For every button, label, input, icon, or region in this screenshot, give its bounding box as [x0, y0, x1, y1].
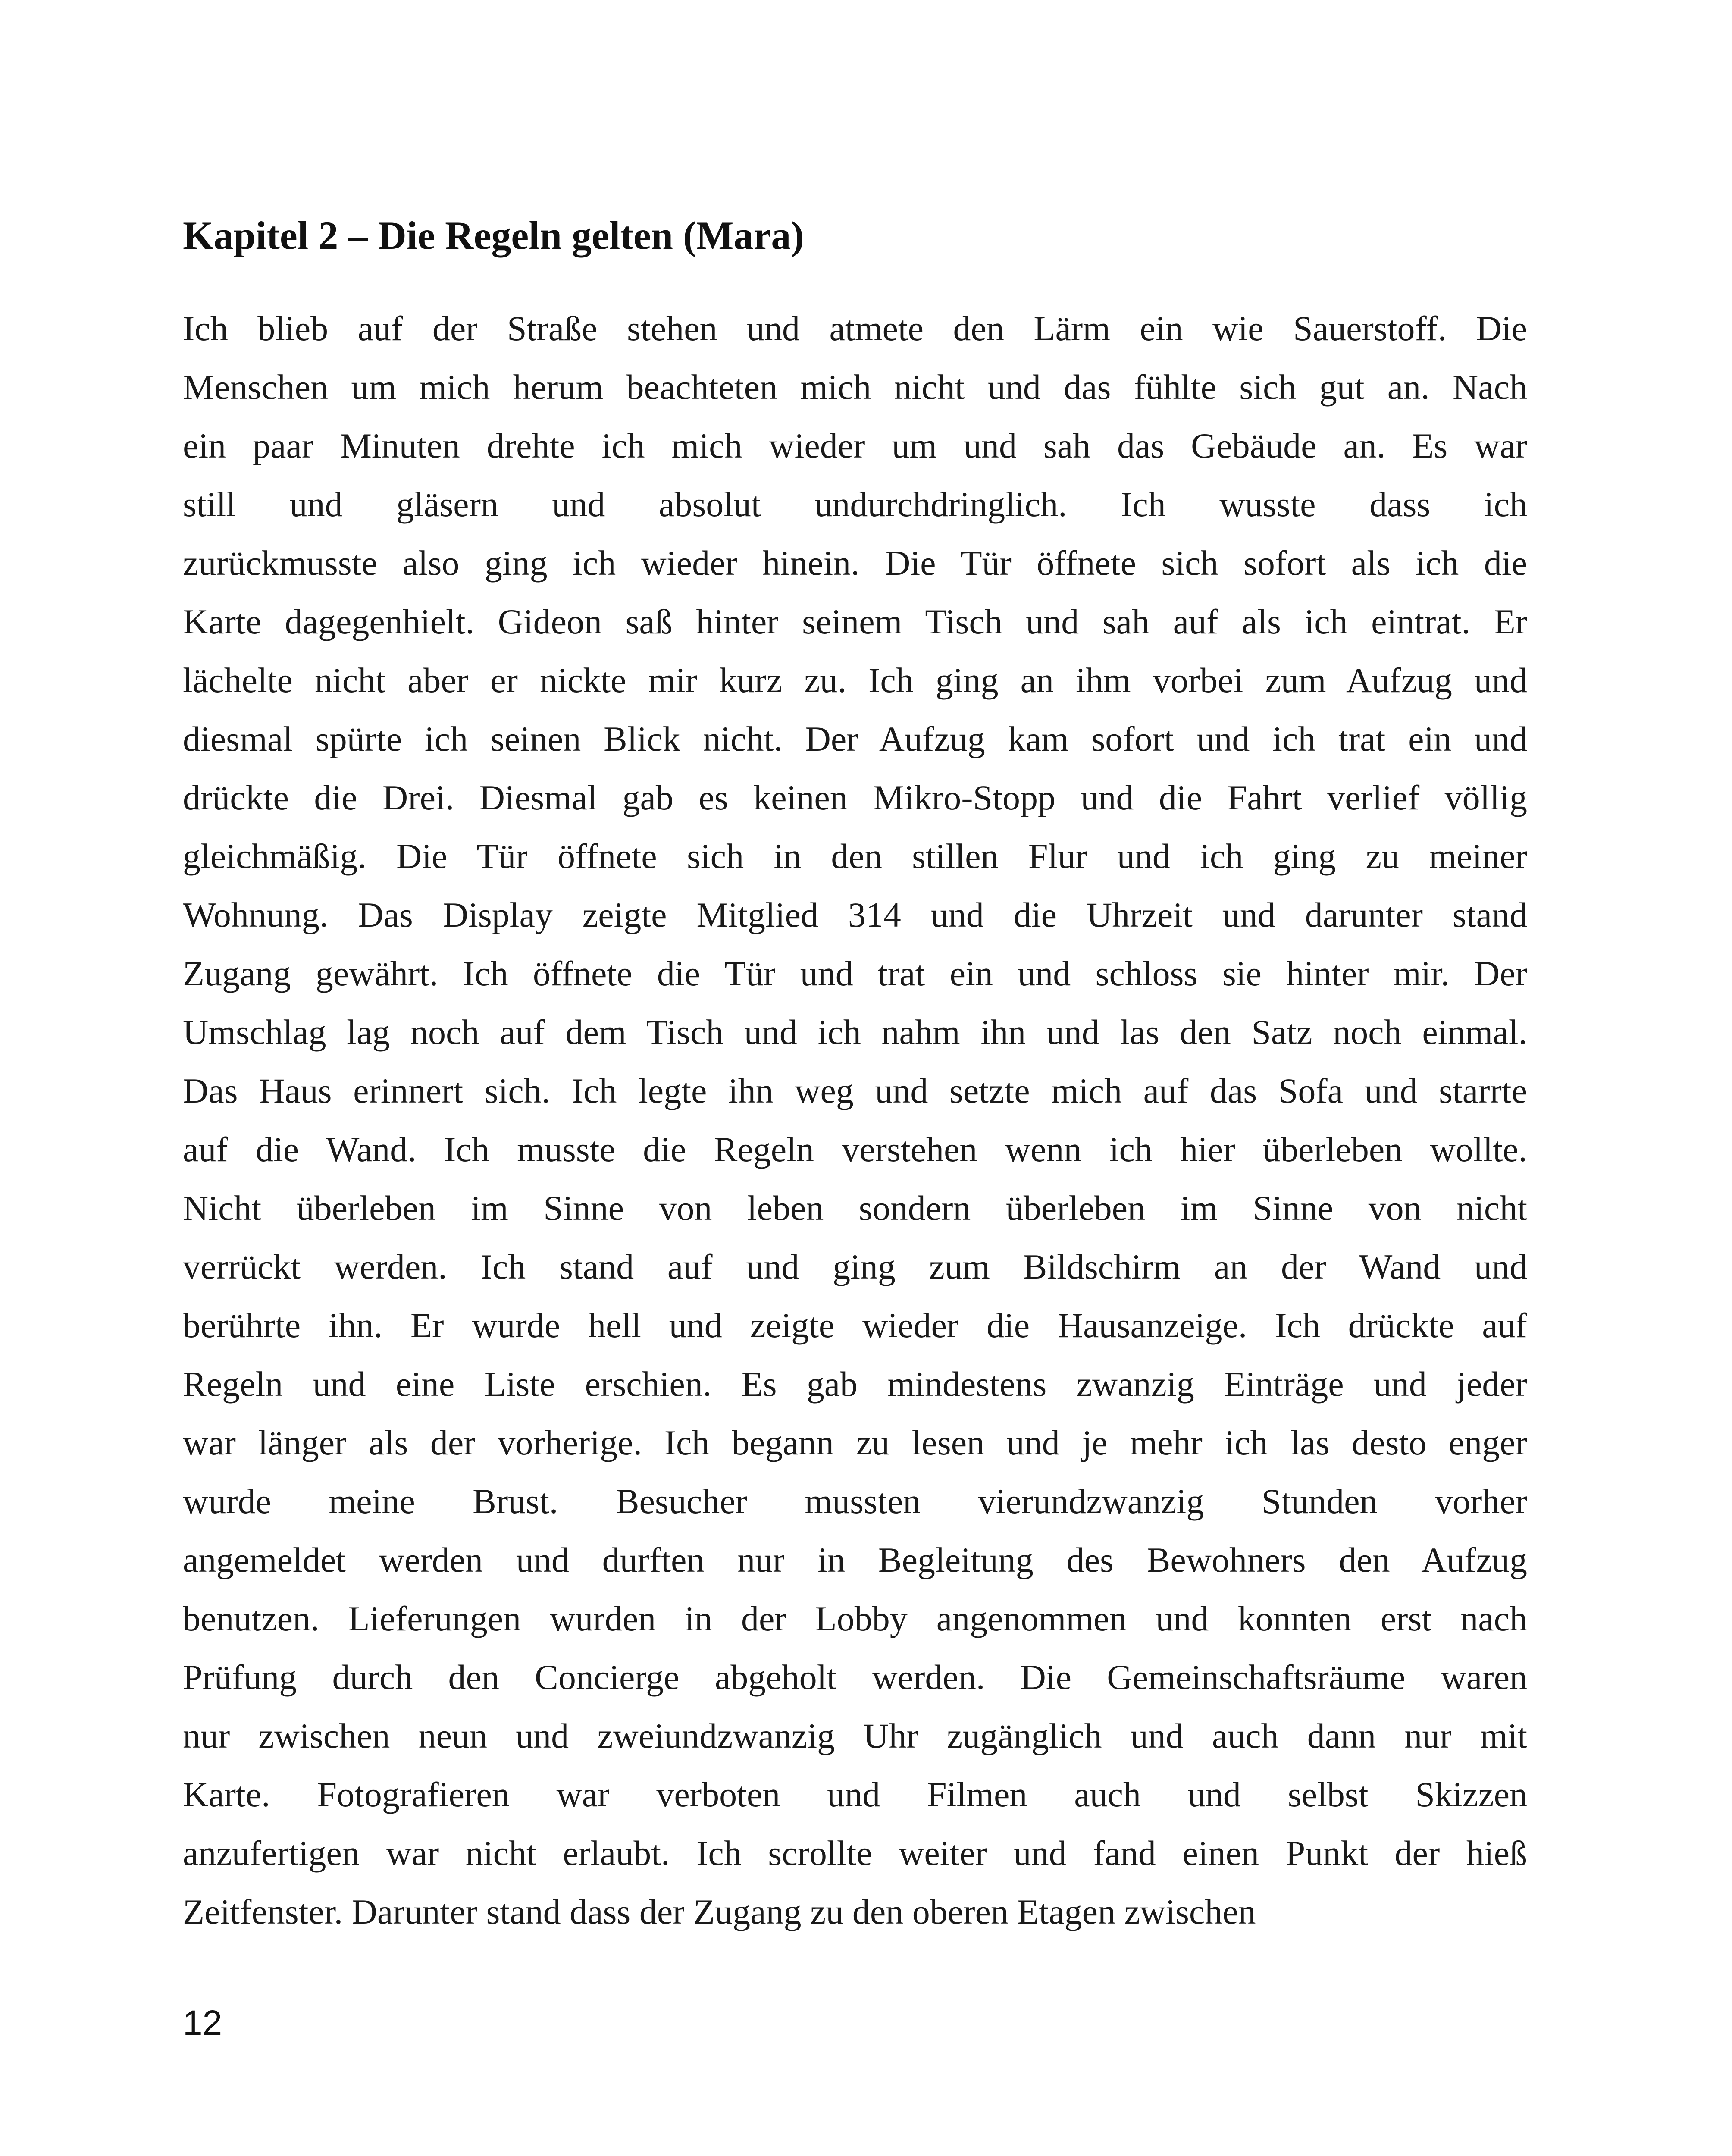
text-line: war länger als der vorherige. Ich begann zu lesen und je mehr ich las desto enger — [183, 1423, 1527, 1462]
text-line: Wohnung. Das Display zeigte Mitglied 314 und die Uhrzeit und darunter stand — [183, 895, 1527, 934]
text-line: angemeldet werden und durften nur in Begleitung des Bewohners den Aufzug — [183, 1540, 1527, 1579]
text-line: auf die Wand. Ich musste die Regeln verstehen wenn ich hier überleben wollte. — [183, 1130, 1527, 1169]
text-line: drückte die Drei. Diesmal gab es keinen Mikro-Stopp und die Fahrt verlief völlig — [183, 778, 1527, 817]
text-line: Zugang gewährt. Ich öffnete die Tür und trat ein und schloss sie hinter mir. Der — [183, 954, 1527, 993]
text-line: lächelte nicht aber er nickte mir kurz zu. Ich ging an ihm vorbei zum Aufzug und — [183, 661, 1527, 700]
text-line: Prüfung durch den Concierge abgeholt werden. Die Gemeinschaftsräume waren — [183, 1658, 1527, 1697]
text-line: diesmal spürte ich seinen Blick nicht. Der Aufzug kam sofort und ich trat ein und — [183, 719, 1527, 758]
page-number: 12 — [183, 2003, 222, 2043]
text-line: Karte dagegenhielt. Gideon saß hinter seinem Tisch und sah auf als ich eintrat. Er — [183, 602, 1527, 641]
text-line: verrückt werden. Ich stand auf und ging zum Bildschirm an der Wand und — [183, 1247, 1527, 1286]
text-line: ein paar Minuten drehte ich mich wieder um und sah das Gebäude an. Es war — [183, 426, 1527, 465]
text-line: nur zwischen neun und zweiundzwanzig Uhr zugänglich und auch dann nur mit — [183, 1716, 1527, 1755]
text-line: berührte ihn. Er wurde hell und zeigte wieder die Hausanzeige. Ich drückte auf — [183, 1306, 1527, 1345]
text-line: Karte. Fotografieren war verboten und Filmen auch und selbst Skizzen — [183, 1775, 1527, 1814]
text-line: still und gläsern und absolut undurchdringlich. Ich wusste dass ich — [183, 485, 1527, 524]
text-line: gleichmäßig. Die Tür öffnete sich in den stillen Flur und ich ging zu meiner — [183, 837, 1527, 876]
text-line: Zeitfenster. Darunter stand dass der Zugang zu den oberen Etagen zwischen — [183, 1892, 1256, 1931]
text-line: Regeln und eine Liste erschien. Es gab mindestens zwanzig Einträge und jeder — [183, 1364, 1527, 1404]
text-line: anzufertigen war nicht erlaubt. Ich scrollte weiter und fand einen Punkt der hieß — [183, 1833, 1527, 1873]
text-line: Das Haus erinnert sich. Ich legte ihn weg und setzte mich auf das Sofa und starrte — [183, 1071, 1527, 1110]
text-line: Nicht überleben im Sinne von leben sondern überleben im Sinne von nicht — [183, 1188, 1527, 1228]
text-line: Menschen um mich herum beachteten mich nicht und das fühlte sich gut an. Nach — [183, 367, 1527, 407]
text-line: benutzen. Lieferungen wurden in der Lobby angenommen und konnten erst nach — [183, 1599, 1527, 1638]
text-line: Umschlag lag noch auf dem Tisch und ich nahm ihn und las den Satz noch einmal. — [183, 1012, 1527, 1052]
text-line: Ich blieb auf der Straße stehen und atmete den Lärm ein wie Sauerstoff. Die — [183, 309, 1527, 348]
text-line: zurückmusste also ging ich wieder hinein. Die Tür öffnete sich sofort als ich die — [183, 543, 1527, 583]
text-line: wurde meine Brust. Besucher mussten vierundzwanzig Stunden vorher — [183, 1482, 1527, 1521]
chapter-title: Kapitel 2 – Die Regeln gelten (Mara) — [183, 213, 804, 257]
body-paragraph — [183, 299, 1527, 1941]
